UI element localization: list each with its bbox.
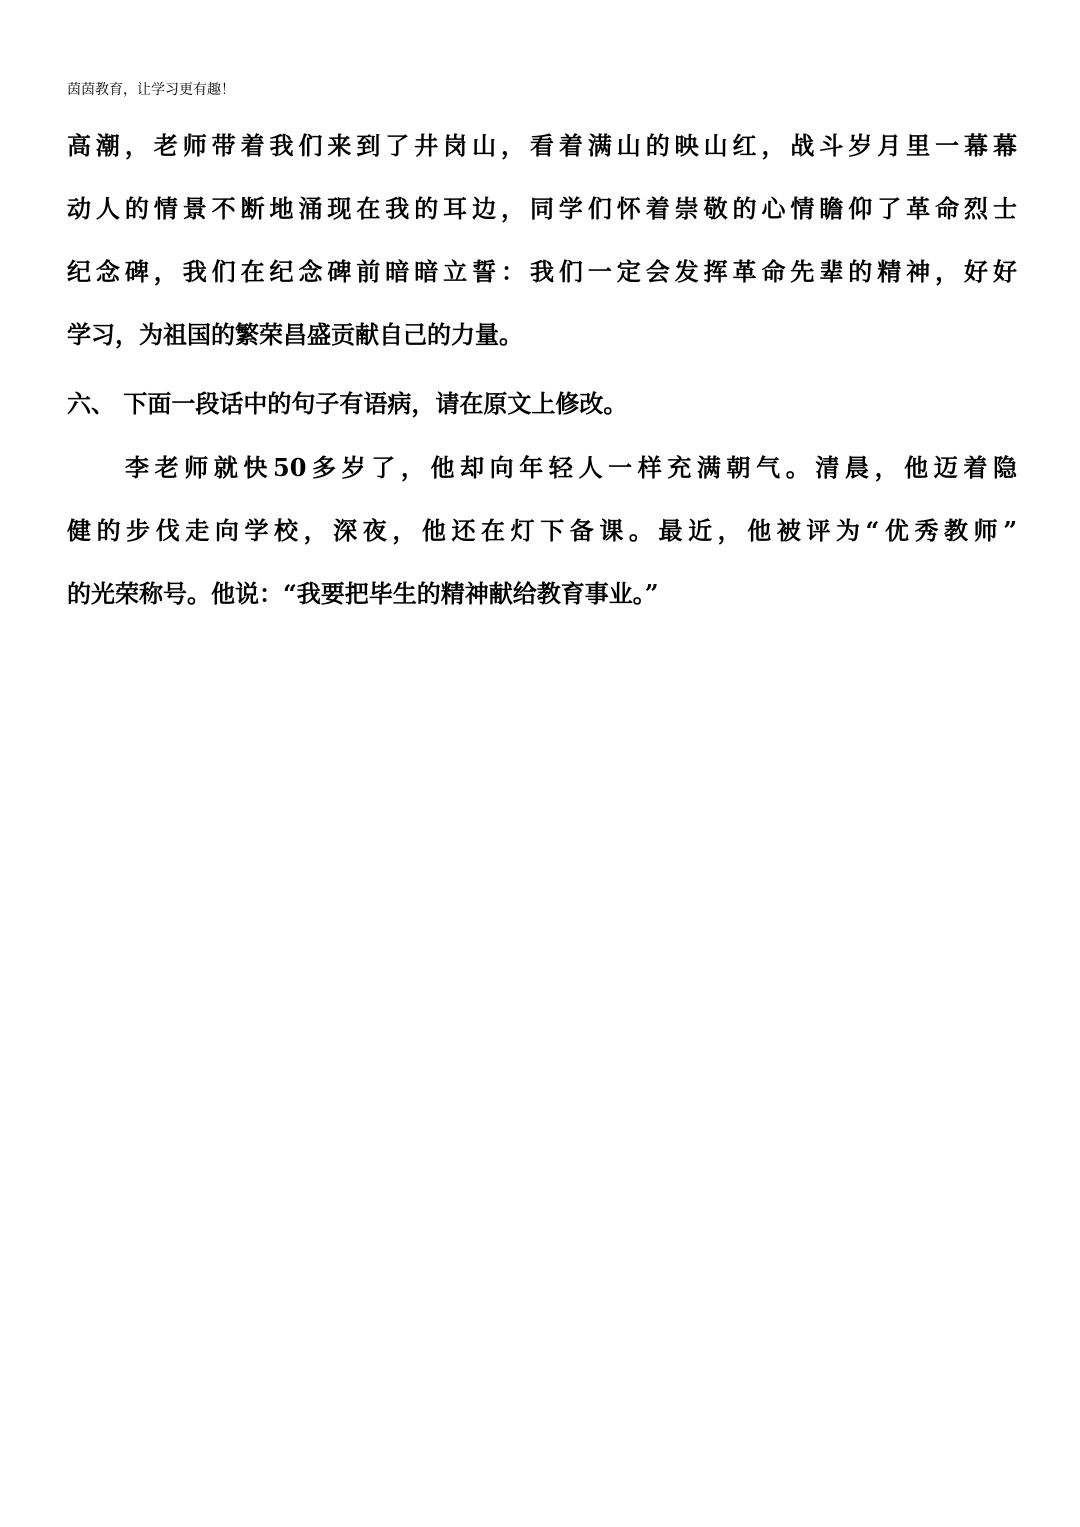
question-6-paragraph (67, 436, 1017, 625)
question-line: 健的步伐走向学校，深夜，他还在灯下备课。最近，他被评为“优秀教师” (67, 516, 1017, 545)
passage-line: 纪念碑，我们在纪念碑前暗暗立誓：我们一定会发挥革命先辈的精神，好好 (67, 257, 1017, 286)
question-6-title (67, 372, 1017, 435)
page-header: 茵茵教育，让学习更有趣！ (67, 82, 235, 98)
question-line: 李老师就快50多岁了，他却向年轻人一样充满朝气。清晨，他迈着隐 (125, 453, 1017, 482)
passage-line: 学习，为祖国的繁荣昌盛贡献自己的力量。 (67, 320, 523, 349)
question-title-text: 六、 下面一段话中的句子有语病，请在原文上修改。 (67, 389, 628, 418)
passage-line: 高潮，老师带着我们来到了井岗山，看着满山的映山红，战斗岁月里一幕幕 (67, 131, 1017, 160)
passage-paragraph (67, 114, 1017, 366)
question-line: 的光荣称号。他说：“我要把毕生的精神献给教育事业。” (67, 579, 659, 608)
passage-line: 动人的情景不断地涌现在我的耳边，同学们怀着崇敬的心情瞻仰了革命烈士 (67, 194, 1017, 223)
